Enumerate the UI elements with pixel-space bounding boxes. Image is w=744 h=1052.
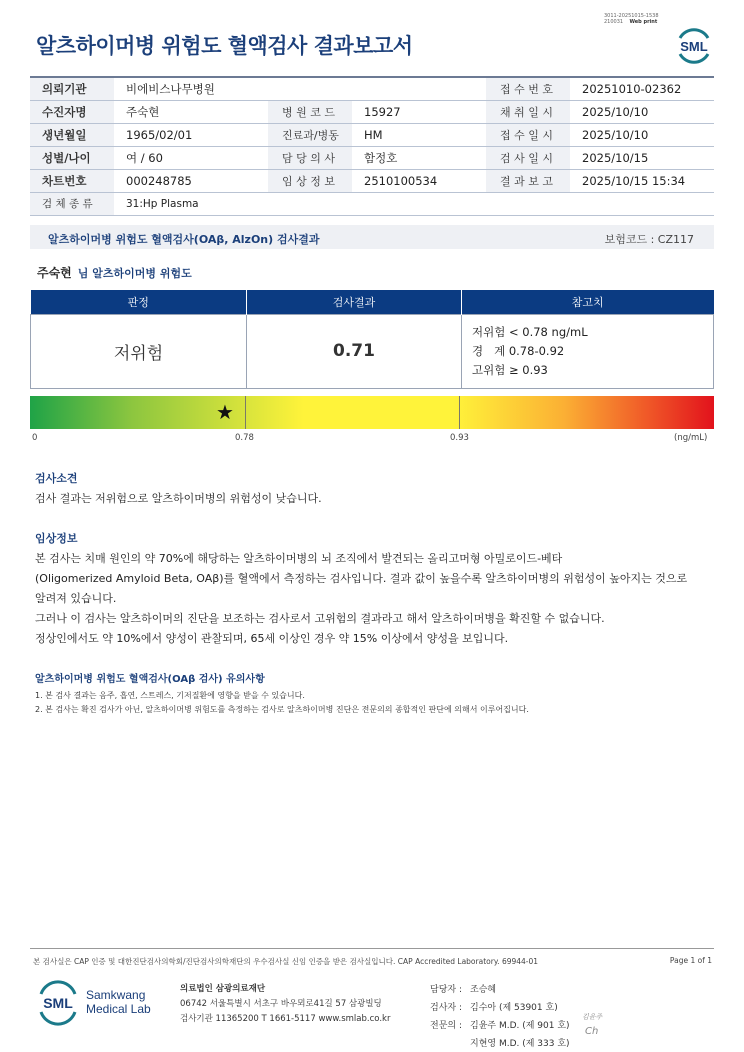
info-label: 검 사 일 시 xyxy=(486,146,570,169)
notice-list xyxy=(35,689,529,717)
organization-info xyxy=(180,982,390,1027)
notice-item: 1. 본 검사 결과는 음주, 흡연, 스트레스, 기저질환에 영향을 받을 수 있습니다. xyxy=(35,691,305,700)
clinical-line: 본 검사는 치매 원인의 약 70%에 해당하는 알츠하이머병의 뇌 조직에서 발견되는 올리고머형 아밀로이드-베타 xyxy=(35,552,563,565)
info-value: 함정호 xyxy=(352,146,486,169)
clinical-text xyxy=(35,549,715,649)
info-label: 생년월일 xyxy=(30,123,114,146)
info-row xyxy=(30,77,714,100)
staff-name: 조승혜 xyxy=(470,985,497,995)
org-address: 06742 서울특별시 서초구 바우뫼로41길 57 삼광빌딩 xyxy=(180,999,382,1009)
staff-role: 검사자 : xyxy=(430,1003,462,1013)
info-label: 의뢰기관 xyxy=(30,77,114,100)
info-row xyxy=(30,123,714,146)
sml-logo-icon xyxy=(674,26,714,66)
staff-role: 담당자 : xyxy=(430,985,462,995)
staff-list xyxy=(428,980,572,1052)
info-value: HM xyxy=(352,123,486,146)
info-value: 2025/10/10 xyxy=(570,100,714,123)
info-label: 성별/나이 xyxy=(30,146,114,169)
scale-divider-low xyxy=(245,396,246,429)
page-number: Page 1 of 1 xyxy=(669,956,712,965)
info-label: 차트번호 xyxy=(30,169,114,192)
result-marker-star-icon: ★ xyxy=(216,400,234,424)
footer-divider xyxy=(30,948,714,949)
reference-low: 저위험 < 0.78 ng/mL xyxy=(472,324,588,339)
footer-logo-text: SML xyxy=(43,995,73,1011)
staff-name: 김윤주 M.D. (제 901 호) xyxy=(470,1021,570,1031)
scale-divider-high xyxy=(459,396,460,429)
staff-name: 김수아 (제 53901 호) xyxy=(470,1003,558,1013)
result-section-bar xyxy=(30,225,714,249)
info-label: 채 취 일 시 xyxy=(486,100,570,123)
scale-tick-min: 0 xyxy=(32,433,38,443)
info-row xyxy=(30,100,714,123)
info-row xyxy=(30,192,714,215)
notice-title: 알츠하이머병 위험도 혈액검사(OAβ 검사) 유의사항 xyxy=(35,674,265,685)
org-contact: 검사기관 11365200 T 1661-5117 www.smlab.co.kr xyxy=(180,1014,391,1024)
footer-brand xyxy=(36,980,156,1028)
info-value: 20251010-02362 xyxy=(570,77,714,100)
scale-unit-label: (ng/mL) xyxy=(674,433,708,443)
result-value-cell: 0.71 xyxy=(247,314,462,388)
document-code-line2: 210031 xyxy=(604,19,624,25)
org-name: 의료법인 삼광의료재단 xyxy=(180,984,266,994)
clinical-line: 그러나 이 검사는 알츠하이머의 진단을 보조하는 검사로서 고위험의 결과라고 해서 알츠하이머병을 확진할 수 없습니다. xyxy=(35,612,605,625)
info-label: 임 상 정 보 xyxy=(268,169,352,192)
insurance-code: 보험코드 : CZ117 xyxy=(604,233,694,246)
info-label: 접 수 일 시 xyxy=(486,123,570,146)
opinion-text: 검사 결과는 저위험으로 알츠하이머병의 위험성이 낮습니다. xyxy=(35,492,322,505)
info-label: 진료과/병동 xyxy=(268,123,352,146)
info-row xyxy=(30,146,714,169)
scale-tick-cut2: 0.93 xyxy=(450,433,469,443)
judgement-cell: 저위험 xyxy=(31,314,247,388)
info-value: 주숙현 xyxy=(114,100,268,123)
staff-name: 지현영 M.D. (제 333 호) xyxy=(470,1039,570,1049)
info-label: 접 수 번 호 xyxy=(486,77,570,100)
patient-risk-suffix: 님 알츠하이머병 위험도 xyxy=(77,267,192,280)
clinical-line: 정상인에서도 약 10%에서 양성이 관찰되며, 65세 이상인 경우 약 15% 이상에서 양성을 보입니다. xyxy=(35,632,509,645)
result-header-value: 검사결과 xyxy=(247,290,462,314)
page-title: 알츠하이머병 위험도 혈액검사 결과보고서 xyxy=(36,34,413,58)
staff-role: 전문의 : xyxy=(430,1021,462,1031)
info-label: 결 과 보 고 xyxy=(486,169,570,192)
specimen-label: 검 체 종 류 xyxy=(30,192,114,215)
web-print-label: Web print xyxy=(629,19,658,25)
staff-row xyxy=(430,982,570,998)
patient-name: 주숙현 xyxy=(37,266,72,280)
staff-row xyxy=(430,1018,570,1034)
brand-name xyxy=(86,988,151,1016)
reference-borderline: 경 계 0.78-0.92 xyxy=(472,343,565,358)
staff-role xyxy=(430,1036,468,1052)
signature-2: Ch xyxy=(585,1026,599,1037)
clinical-line: (Oligomerized Amyloid Beta, OAβ)를 혈액에서 측정하는 검사입니다. 결과 값이 높을수록 알츠하이머병의 위험성이 높아지는 것으로 xyxy=(35,572,688,585)
clinical-line: 알려져 있습니다. xyxy=(35,592,117,605)
info-value: 2025/10/15 xyxy=(570,146,714,169)
document-code-line1: 3011-20251015-1538 xyxy=(604,13,659,19)
info-label: 병 원 코 드 xyxy=(268,100,352,123)
info-value: 000248785 xyxy=(114,169,268,192)
info-value: 2510100534 xyxy=(352,169,486,192)
signature-1: 김윤주 xyxy=(582,1013,603,1021)
staff-row xyxy=(430,1036,570,1052)
info-value: 비에비스나무병원 xyxy=(114,77,486,100)
info-value: 15927 xyxy=(352,100,486,123)
info-value: 2025/10/10 xyxy=(570,123,714,146)
footer-sml-logo-icon xyxy=(36,980,80,1026)
info-label: 수진자명 xyxy=(30,100,114,123)
notice-item: 2. 본 검사는 확진 검사가 아닌, 알츠하이머병 위험도를 측정하는 검사로 알츠하이머병 진단은 전문의의 종합적인 판단에 의해서 이루어집니다. xyxy=(35,705,529,714)
result-table xyxy=(30,290,714,389)
brand-line1: Samkwang xyxy=(86,988,146,1002)
info-row xyxy=(30,169,714,192)
scale-tick-cut1: 0.78 xyxy=(235,433,254,443)
opinion-title: 검사소견 xyxy=(35,472,78,485)
info-value: 1965/02/01 xyxy=(114,123,268,146)
footer-accreditation-note: 본 검사실은 CAP 인증 및 대한진단검사의학회/진단검사의학재단의 우수검사실 신임 인증을 받은 검사실입니다. CAP Accredited Laboratory. 69944-01 xyxy=(33,957,539,966)
patient-info-table xyxy=(30,76,714,216)
info-label: 담 당 의 사 xyxy=(268,146,352,169)
clinical-title: 임상정보 xyxy=(35,532,78,545)
reference-cell xyxy=(462,314,714,388)
info-value: 2025/10/15 15:34 xyxy=(570,169,714,192)
reference-high: 고위험 ≥ 0.93 xyxy=(472,362,548,377)
result-section-title: 알츠하이머병 위험도 혈액검사(OAβ, AlzOn) 검사결과 xyxy=(48,233,320,246)
info-value: 여 / 60 xyxy=(114,146,268,169)
document-code xyxy=(604,13,659,25)
specimen-value: 31:Hp Plasma xyxy=(114,192,714,215)
logo-text: SML xyxy=(680,39,708,54)
staff-row xyxy=(430,1000,570,1016)
result-header-reference: 참고치 xyxy=(462,290,714,314)
brand-line2: Medical Lab xyxy=(86,1002,151,1016)
risk-scale-bar xyxy=(30,396,714,429)
result-header-judgement: 판정 xyxy=(31,290,247,314)
patient-risk-heading xyxy=(37,264,192,281)
